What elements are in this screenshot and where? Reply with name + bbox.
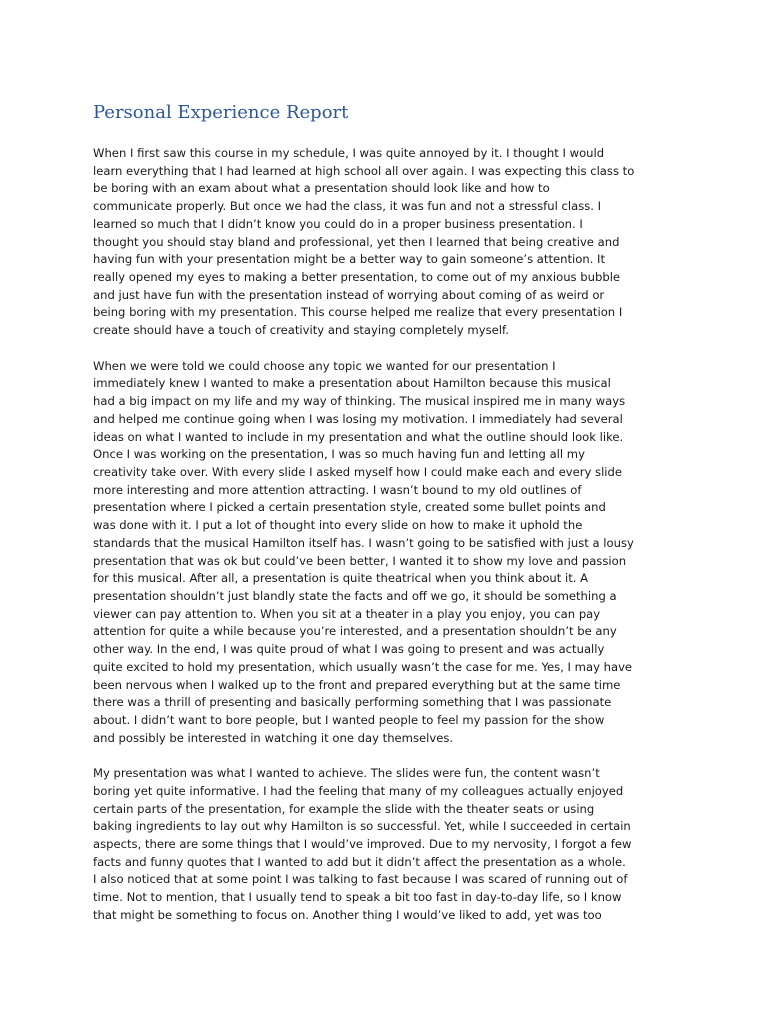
text-line: had a big impact on my life and my way of thinking. The musical inspired me in many ways [93,394,626,409]
text-line: creativity take over. With every slide I asked myself how I could make each and every slide [93,464,623,479]
text-line: Once I was working on the presentation, I was so much having fun and letting all my [93,447,585,462]
document-title: Personal Experience Report [93,102,349,123]
text-line: thought you should stay bland and professional, yet then I learned that being creative and [93,234,620,249]
text-line: ideas on what I wanted to include in my presentation and what the outline should look like. [93,429,624,444]
text-line: be boring with an exam about what a presentation should look like and how to [93,181,550,196]
text-line: facts and funny quotes that I wanted to add but it didn’t affect the presentation as a whole. [93,854,626,869]
text-line: boring yet quite informative. I had the feeling that many of my colleagues actually enjoyed [93,783,624,798]
document-body [93,145,683,942]
paragraph-1 [93,145,683,340]
text-line: been nervous when I walked up to the front and prepared everything but at the same time [93,677,621,692]
text-line: about. I didn’t want to bore people, but I wanted people to feel my passion for the show [93,713,605,727]
text-line: communicate properly. But once we had the class, it was fun and not a stressful class. I [93,199,602,214]
text-line: other way. In the end, I was quite proud of what I was going to present and was actually [93,642,605,657]
text-line: My presentation was what I wanted to achieve. The slides were fun, the content wasn’t [93,766,600,781]
text-line: learn everything that I had learned at high school all over again. I was expecting this class to [93,163,635,178]
text-line: presentation where I picked a certain presentation style, created some bullet points and [93,500,606,515]
text-line: create should have a touch of creativity and staying completely myself. [93,323,509,338]
text-line: attention for quite a while because you’re interested, and a presentation shouldn’t be any [93,624,617,639]
text-line: and possibly be interested in watching it one day themselves. [93,730,454,745]
text-line: time. Not to mention, that I usually tend to speak a bit too fast in day-to-day life, so I know [93,890,622,905]
text-line: immediately knew I wanted to make a presentation about Hamilton because this musical [93,376,611,391]
text-line: presentation that was ok but could’ve been better, I wanted it to show my love and passion [93,553,627,568]
text-line: certain parts of the presentation, for example the slide with the theater seats or using [93,801,595,816]
text-line: When I first saw this course in my schedule, I was quite annoyed by it. I thought I would [93,146,605,160]
text-line: learned so much that I didn’t know you could do in a proper business presentation. I [93,216,583,231]
text-line: I also noticed that at some point I was talking to fast because I was scared of running out of [93,872,628,887]
text-line: quite excited to hold my presentation, which usually wasn’t the case for me. Yes, I may have [93,659,633,674]
text-line: and just have fun with the presentation instead of worrying about coming of as weird or [93,287,605,302]
text-line: more interesting and more attention attracting. I wasn’t bound to my old outlines of [93,482,582,497]
text-line: and helped me continue going when I was losing my motivation. I immediately had several [93,411,623,426]
text-line: viewer can pay attention to. When you sit at a theater in a play you enjoy, you can pay [93,606,601,621]
text-line: presentation shouldn’t just blandly state the facts and off we go, it should be something a [93,588,617,603]
text-line: being boring with my presentation. This course helped me realize that every presentation I [93,305,623,320]
text-line: baking ingredients to lay out why Hamilton is so successful. Yet, while I succeeded in certain [93,819,631,834]
text-line: for this musical. After all, a presentation is quite theatrical when you think about it. A [93,571,589,586]
text-line: that might be something to focus on. Another thing I would’ve liked to add, yet was too [93,907,602,922]
text-line: aspects, there are some things that I would’ve improved. Due to my nervosity, I forgot a few [93,837,632,852]
text-line: standards that the musical Hamilton itself has. I wasn’t going to be satisfied with just a lousy [93,535,634,550]
text-line: was done with it. I put a lot of thought into every slide on how to make it uphold the [93,518,583,533]
paragraph-2 [93,358,683,748]
text-line: having fun with your presentation might be a better way to gain someone’s attention. It [93,252,606,267]
text-line: When we were told we could choose any topic we wanted for our presentation I [93,358,556,373]
text-line: really opened my eyes to making a better presentation, to come out of my anxious bubble [93,270,621,285]
text-line: there was a thrill of presenting and basically performing something that I was passionate [93,695,612,710]
paragraph-3 [93,765,683,924]
